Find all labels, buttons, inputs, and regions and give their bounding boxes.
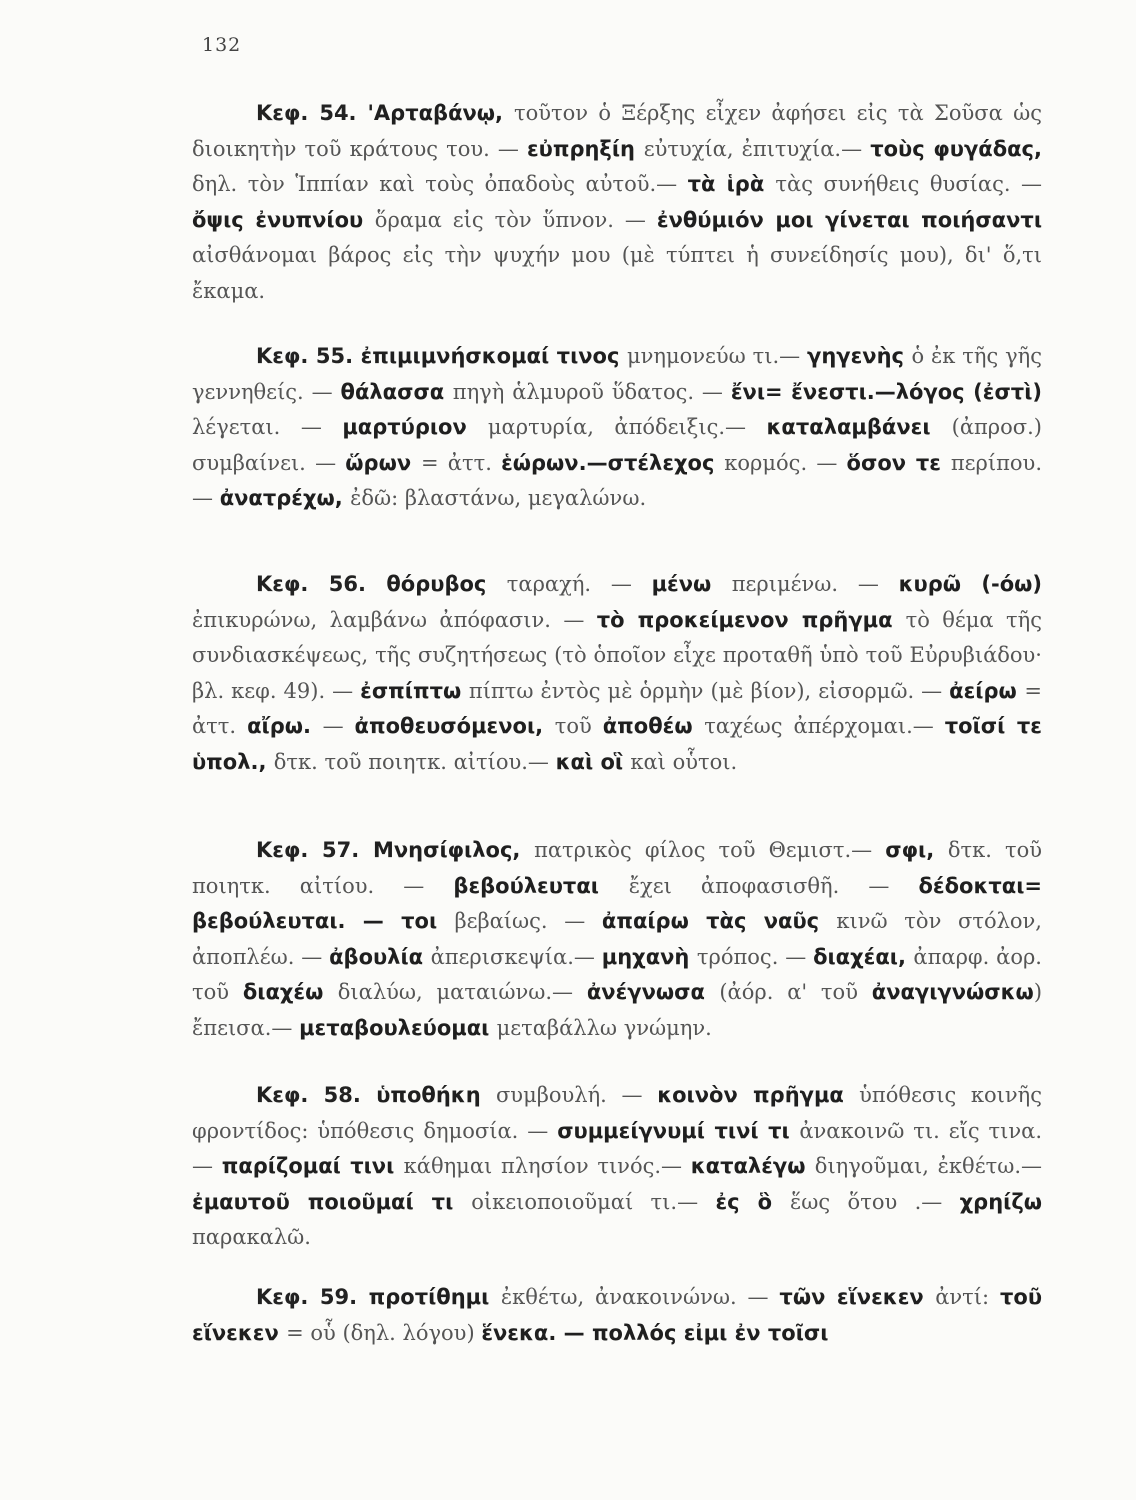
gloss-text: ὁ ἐκ τῆς γῆς γεννηθείς. — — [192, 344, 1043, 404]
lemma-term: συμμείγνυμί τινί τι — [557, 1118, 800, 1143]
lemma-term: ἐσπίπτω — [360, 678, 469, 703]
lemma-term: τῶν εἵνεκεν — [779, 1285, 936, 1309]
lemma-term: καταλέγω — [690, 1154, 815, 1178]
lemma-term: παρίζομαί τινι — [221, 1154, 404, 1178]
gloss-text: μνημονεύω τι.— — [626, 344, 808, 368]
paragraph — [192, 1078, 1042, 1256]
gloss-text: (ἀπροσ.) συμβαίνει. — — [192, 415, 1042, 475]
lemma-term: ἀπαίρω τὰς ναῦς — [601, 909, 837, 933]
lemma-term: καὶ οἳ — [555, 749, 631, 774]
gloss-text: δηλ. τὸν Ἱππίαν καὶ τοὺς ὀπαδοὺς αὐτοῦ.— — [192, 172, 688, 196]
chapter-heading: Κεφ. 58. — [256, 1083, 377, 1107]
gloss-text: κινῶ τὸν στόλον, ἀποπλέω. — — [192, 909, 1042, 969]
gloss-text: περίπου. — — [192, 450, 1042, 510]
lemma-term: καταλαμβάνει — [766, 415, 952, 439]
gloss-text: καὶ οὗτοι. — [630, 749, 738, 774]
chapter-heading: Κεφ. 59. — [256, 1285, 369, 1309]
lemma-term: τὸ προκείμενον πρῆγμα — [596, 607, 906, 632]
lemma-term: ἀείρω — [949, 678, 1025, 703]
gloss-text: οἰκειοποιοῦμαί τι.— — [471, 1189, 716, 1214]
lemma-term: μεταβουλεύομαι — [299, 1015, 497, 1040]
gloss-text: δτκ. τοῦ ποιητκ. αἰτίου. — — [192, 838, 1042, 898]
paragraph — [192, 833, 1042, 1046]
gloss-text: ταχέως ἀπέρχομαι.— — [704, 714, 945, 738]
gloss-text: συμβουλή. — — [495, 1083, 658, 1107]
gloss-text: ἀπαρφ. ἀορ. τοῦ — [192, 944, 1042, 1004]
gloss-text: παρακαλῶ. — [192, 1225, 311, 1249]
gloss-text: κορμός. — — [724, 450, 847, 475]
lemma-term: τοὺς φυγάδας, — [870, 136, 1042, 161]
lemma-term: διαχέαι, — [813, 944, 914, 969]
lemma-term: 'Αρταβάνῳ, — [367, 101, 515, 125]
gloss-text: βεβαίως. — — [454, 909, 602, 933]
gloss-text: πηγὴ ἁλμυροῦ ὕδατος. — — [452, 379, 731, 404]
lemma-term: μηχανὴ — [601, 944, 697, 969]
lemma-term: ἀποθευσόμενοι, — [354, 714, 555, 738]
lemma-term: ἑώρων.—στέλεχος — [501, 450, 725, 475]
lemma-term: ἐνθύμιόν μοι γίνεται ποιήσαντι — [656, 207, 1042, 232]
gloss-text: εὐτυχία, ἐπιτυχία.— — [643, 136, 871, 161]
lemma-term: κυρῶ (-όω) — [898, 572, 1042, 596]
chapter-54-notes — [192, 96, 1042, 309]
chapter-heading: Κεφ. 56. — [256, 572, 387, 596]
chapter-59-notes — [192, 1280, 1042, 1351]
gloss-text: ἐπικυρώνω, λαμβάνω ἀπόφασιν. — — [192, 607, 597, 632]
gloss-text: ὅραμα εἰς τὸν ὕπνον. — — [374, 207, 657, 232]
page-number: 132 — [202, 34, 242, 56]
lemma-term: ἀποθέω — [602, 714, 705, 738]
chapter-heading: Κεφ. 55. — [256, 344, 361, 368]
lemma-term: ἐς ὃ — [715, 1189, 791, 1214]
lemma-term: ὑποθήκη — [376, 1083, 496, 1107]
lemma-term: τοῖσί τε ὑπολ., — [192, 714, 1042, 774]
lemma-term: δέδοκται= βεβούλευται. — τοι — [192, 873, 1042, 933]
gloss-text: αἰσθάνομαι βάρος εἰς τὴν ψυχήν μου (μὲ τύπτει ἡ συνείδησίς μου), δι' ὅ,τι ἔκαμα. — [192, 243, 1042, 303]
lemma-term: αἴρω. — [247, 714, 323, 738]
lemma-term: θάλασσα — [340, 379, 453, 404]
lemma-term: βεβούλευται — [453, 873, 629, 898]
gloss-text: ) ἔπεισα.— — [192, 980, 1043, 1040]
lemma-term: εὐπρηξίη — [526, 136, 644, 161]
lemma-term: προτίθημι — [368, 1285, 501, 1309]
lemma-term: ἀναγιγνώσκω — [871, 980, 1034, 1004]
gloss-text: τὸ θέμα τῆς συνδιασκέψεως, τῆς συζητήσεως (τὸ ὁποῖον εἶχε προταθῆ ὑπὸ τοῦ Εὐρυβιάδου· βλ. κεφ. 49). — — [192, 607, 1042, 703]
gloss-text: ἐδῶ: βλαστάνω, μεγαλώνω. — [350, 486, 647, 510]
gloss-text: μεταβάλλω γνώμην. — [496, 1015, 712, 1040]
gloss-text: ἀντί: — [935, 1285, 1000, 1309]
gloss-text: ἀνακοινῶ τι. εἴς τινα. — — [192, 1118, 1043, 1178]
gloss-text: μαρτυρία, ἀπόδειξις.— — [487, 415, 767, 439]
lemma-term: τὰ ἱρὰ — [687, 172, 776, 196]
chapter-heading: Κεφ. 57. — [256, 838, 373, 862]
lemma-term: μένω — [651, 572, 732, 596]
gloss-text: λέγεται. — — [192, 415, 343, 439]
gloss-text: — — [322, 714, 355, 738]
lemma-term: ἐμαυτοῦ ποιοῦμαί τι — [192, 1189, 472, 1214]
lemma-term: ὥρων — [345, 450, 421, 475]
lemma-term: ἔνι= ἔνεστι.—λόγος (ἐστὶ) — [730, 379, 1042, 404]
lemma-term: ὅσον τε — [846, 450, 951, 475]
gloss-text: ἀπερισκεψία.— — [430, 944, 602, 969]
lemma-term: ἐπιμιμνήσκομαί τινος — [360, 344, 627, 368]
gloss-text: τοῦ — [554, 714, 603, 738]
chapter-heading: Κεφ. 54. — [256, 101, 368, 125]
lemma-term: ἀνατρέχω, — [219, 486, 351, 510]
lemma-term: διαχέω — [242, 980, 338, 1004]
chapter-57-notes — [192, 833, 1042, 1046]
paragraph — [192, 96, 1042, 309]
gloss-text: τοῦτον ὁ Ξέρξης εἶχεν ἀφήσει εἰς τὰ Σοῦσα ὡς διοικητὴν τοῦ κράτους του. — — [192, 101, 1042, 161]
lemma-term: χρηίζω — [959, 1189, 1043, 1214]
gloss-text: δτκ. τοῦ ποιητκ. αἰτίου.— — [273, 749, 556, 774]
gloss-text: διηγοῦμαι, ἐκθέτω.— — [814, 1154, 1042, 1178]
gloss-text: πατρικὸς φίλος τοῦ Θεμιστ.— — [534, 838, 886, 862]
chapter-56-notes — [192, 567, 1042, 780]
lemma-term: Μνησίφιλος, — [372, 838, 535, 862]
paragraph — [192, 567, 1042, 780]
gloss-text: ἔχει ἀποφασισθῆ. — — [628, 873, 919, 898]
gloss-text: διαλύω, ματαιώνω.— — [337, 980, 587, 1004]
lemma-term: ὄψις ἐνυπνίου — [192, 207, 375, 232]
chapter-58-notes — [192, 1078, 1042, 1256]
lemma-term: μαρτύριον — [342, 415, 488, 439]
chapter-55-notes — [192, 339, 1042, 517]
lemma-term: ἀβουλία — [329, 944, 431, 969]
gloss-text: ἐκθέτω, ἀνακοινώνω. — — [500, 1285, 780, 1309]
lemma-term: θόρυβος — [386, 572, 507, 596]
lemma-term: κοινὸν πρῆγμα — [657, 1083, 860, 1107]
gloss-text: ὑπόθεσις κοινῆς φροντίδος: ὑπόθεσις δημοσία. — — [192, 1083, 1043, 1143]
paragraph — [192, 339, 1042, 517]
gloss-text: πίπτω ἐντὸς μὲ ὁρμὴν (μὲ βίον), εἰσορμῶ. — — [468, 678, 950, 703]
gloss-text: τὰς συνήθεις θυσίας. — — [775, 172, 1042, 196]
lemma-term: ἕνεκα. — πολλός εἰμι ἐν τοῖσι — [481, 1320, 829, 1345]
gloss-text: (ἀόρ. α' τοῦ — [719, 980, 872, 1004]
gloss-text: περιμένω. — — [731, 572, 899, 596]
lemma-term: σφι, — [885, 838, 948, 862]
gloss-text: ἕως ὅτου .— — [790, 1189, 960, 1214]
gloss-text: = ἀττ. — [192, 678, 1042, 738]
gloss-text: κάθημαι πλησίον τινός.— — [403, 1154, 691, 1178]
lemma-term: τοῦ εἵνεκεν — [192, 1285, 1042, 1345]
paragraph — [192, 1280, 1042, 1351]
gloss-text: = οὗ (δηλ. λόγου) — [286, 1320, 482, 1345]
gloss-text: ταραχή. — — [506, 572, 652, 596]
lemma-term: ἀνέγνωσα — [586, 980, 720, 1004]
gloss-text: τρόπος. — — [696, 944, 814, 969]
lemma-term: γηγενὴς — [807, 344, 912, 368]
gloss-text: = ἀττ. — [420, 450, 502, 475]
